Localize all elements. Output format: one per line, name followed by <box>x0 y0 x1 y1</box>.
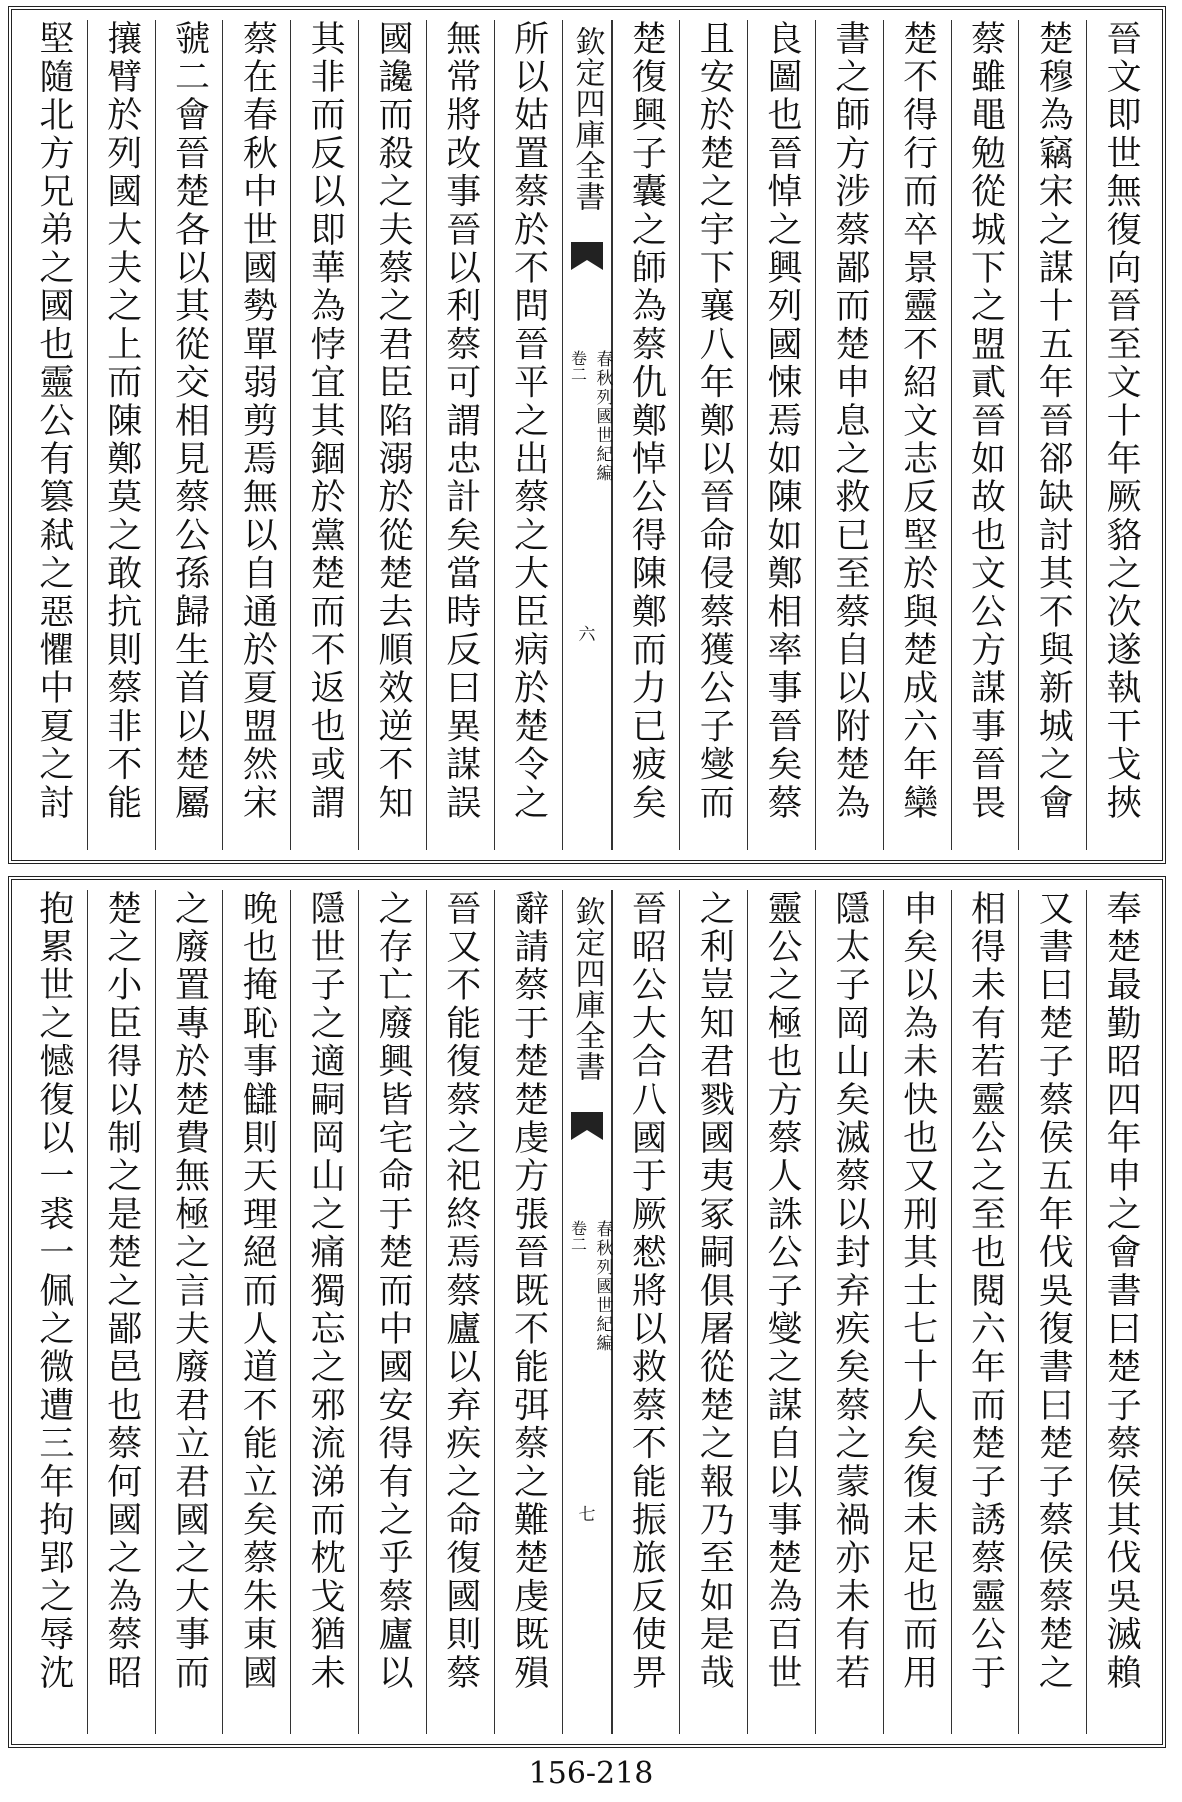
text-column: 奉楚最勤昭四年申之會書曰楚子蔡侯其伐吳滅賴 <box>1086 890 1154 1734</box>
text-column: 楚穆為竊宋之謀十五年晉郤缺討其不與新城之會 <box>1018 20 1086 850</box>
block-center-column <box>562 20 612 850</box>
text-column: 又書曰楚子蔡侯五年伐吳復書曰楚子蔡侯蔡楚之 <box>1018 890 1086 1734</box>
text-column: 良圖也晉悼之興列國悚焉如陳如鄭相率事晉矣蔡 <box>747 20 815 850</box>
juan-number: 卷二 <box>568 1220 588 1252</box>
text-column: 堅隨北方兄弟之國也靈公有篡弒之惡懼中夏之討 <box>33 20 74 823</box>
text-column: 之利豈知君戮國夷冢嗣俱屠從楚之報乃至如是哉 <box>679 890 747 1734</box>
leaf-number: 六 <box>578 625 596 645</box>
block-center-column <box>562 890 612 1734</box>
text-column: 無常將改事晉以利蔡可謂忠計矣當時反曰異謀誤 <box>426 20 494 850</box>
text-column: 晚也掩恥事讎則天理絕而人道不能立矣蔡朱東國 <box>222 890 290 1734</box>
text-column: 晉昭公大合八國于厥憖將以救蔡不能振旅反使畀 <box>612 890 680 1734</box>
fish-tail-mark-icon <box>571 242 603 260</box>
top-columns <box>20 20 1154 850</box>
text-column: 隱世子之適嗣岡山之痛獨忘之邪流涕而枕戈猶未 <box>290 890 358 1734</box>
text-column: 之廢置專於楚費無極之言夫廢君立君國之大事而 <box>155 890 223 1734</box>
bottom-columns <box>20 890 1154 1734</box>
library-title: 欽定四庫全書 <box>569 26 605 212</box>
book-title: 春秋列國世紀編 <box>592 350 613 483</box>
top-leaf <box>8 6 1166 864</box>
text-column: 攘臂於列國大夫之上而陳鄭莫之敢抗則蔡非不能 <box>87 20 155 850</box>
text-column: 晉又不能復蔡之祀終焉蔡廬以弃疾之命復國則蔡 <box>426 890 494 1734</box>
leaf-number: 七 <box>578 1505 596 1525</box>
text-column: 晉文即世無復向晉至文十年厥貉之次遂執干戈挾 <box>1086 20 1154 850</box>
text-column: 之存亡廢興皆宅命于楚而中國安得有之乎蔡廬以 <box>358 890 426 1734</box>
text-column: 楚復興子囊之師為蔡仇鄭悼公得陳鄭而力已疲矣 <box>612 20 680 850</box>
page-number-footer: 156-218 <box>528 1756 654 1791</box>
text-column: 且安於楚之宇下襄八年鄭以晉命侵蔡獲公子燮而 <box>679 20 747 850</box>
book-title: 春秋列國世紀編 <box>592 1220 613 1353</box>
text-column: 書之師方涉蔡鄙而楚申息之救已至蔡自以附楚為 <box>815 20 883 850</box>
text-column: 隱太子岡山矣滅蔡以封弃疾矣蔡之蒙禍亦未有若 <box>815 890 883 1734</box>
text-column: 靈公之極也方蔡人誅公子燮之謀自以事楚為百世 <box>747 890 815 1734</box>
text-column: 蔡在春秋中世國勢單弱剪焉無以自通於夏盟然宋 <box>222 20 290 850</box>
text-column: 蔡雖黽勉從城下之盟貳晉如故也文公方謀事晉畏 <box>951 20 1019 850</box>
text-column: 楚之小臣得以制之是楚之鄙邑也蔡何國之為蔡昭 <box>87 890 155 1734</box>
fish-tail-mark-icon <box>571 1112 603 1130</box>
text-column: 國讒而殺之夫蔡之君臣陷溺於從楚去順效逆不知 <box>358 20 426 850</box>
text-column: 相得未有若靈公之至也閱六年而楚子誘蔡靈公于 <box>951 890 1019 1734</box>
text-column: 楚不得行而卒景靈不紹文志反堅於與楚成六年欒 <box>883 20 951 850</box>
text-column: 所以姑置蔡於不問晉平之出蔡之大臣病於楚令之 <box>494 20 562 850</box>
text-column: 抱累世之憾復以一裘一佩之微遭三年拘郢之辱沈 <box>33 890 74 1693</box>
text-column: 申矣以為未快也又刑其士七十人矣復未足也而用 <box>883 890 951 1734</box>
text-column: 辭請蔡于楚楚虔方張晉既不能弭蔡之難楚虔既殞 <box>494 890 562 1734</box>
text-column: 其非而反以即華為悖宜其錮於黨楚而不返也或謂 <box>290 20 358 850</box>
text-column: 虢二會晉楚各以其從交相見蔡公孫歸生首以楚屬 <box>155 20 223 850</box>
juan-number: 卷二 <box>568 350 588 382</box>
library-title: 欽定四庫全書 <box>569 896 605 1082</box>
bottom-leaf <box>8 876 1166 1748</box>
